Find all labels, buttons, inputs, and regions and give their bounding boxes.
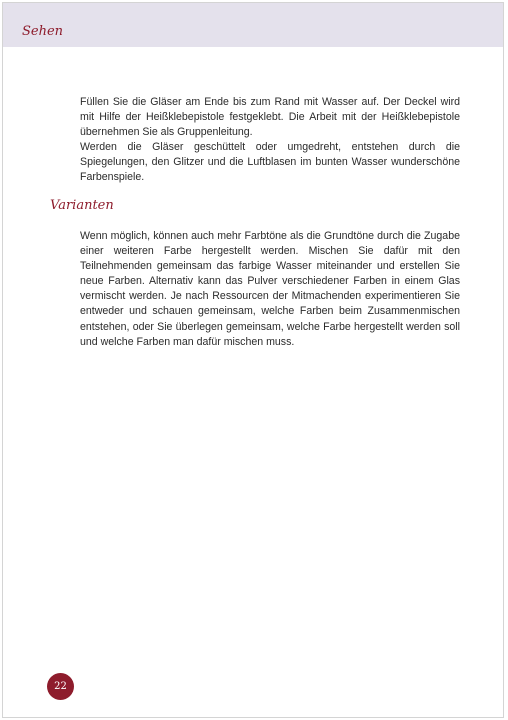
intro-text bbox=[80, 95, 460, 186]
varianten-paragraph: Wenn möglich, können auch mehr Farbtöne als die Grundtöne durch die Zugabe einer weiteren Farbe hergestellt werden. Mischen Sie dafür mit den Teilnehmenden gemeinsam das farbige Wasser miteinander und erstellen Sie neue Farben. Alternativ kann das Pulver verschiedener Farben in einem Glas vermischt werden. Je nach Ressourcen der Mitmachenden experimentieren Sie entweder und schauen gemeinsam, welche Farben beim Zusammenmischen entstehen, oder Sie überlegen gemeinsam, welche Farbe hergestellt werden soll und welche Farben man dafür mischen muss. bbox=[80, 230, 460, 348]
page-number-badge: 22 bbox=[47, 673, 74, 700]
header-bar bbox=[3, 3, 503, 47]
chapter-title: Sehen bbox=[22, 24, 64, 39]
intro-paragraph: Füllen Sie die Gläser am Ende bis zum Rand mit Wasser auf. Der Deckel wird mit Hilfe der Heißklebepistole festgeklebt. Die Arbeit mit der Heißklebepistole übernehmen Sie als Gruppenleitung. bbox=[80, 96, 460, 139]
varianten-text bbox=[80, 229, 460, 350]
section-heading-varianten: Varianten bbox=[50, 198, 114, 213]
intro-paragraph: Werden die Gläser geschüttelt oder umgedreht, entstehen durch die Spiegelungen, den Glitzer und die Luftblasen im bunten Wasser wunderschöne Farbenspiele. bbox=[80, 141, 460, 184]
